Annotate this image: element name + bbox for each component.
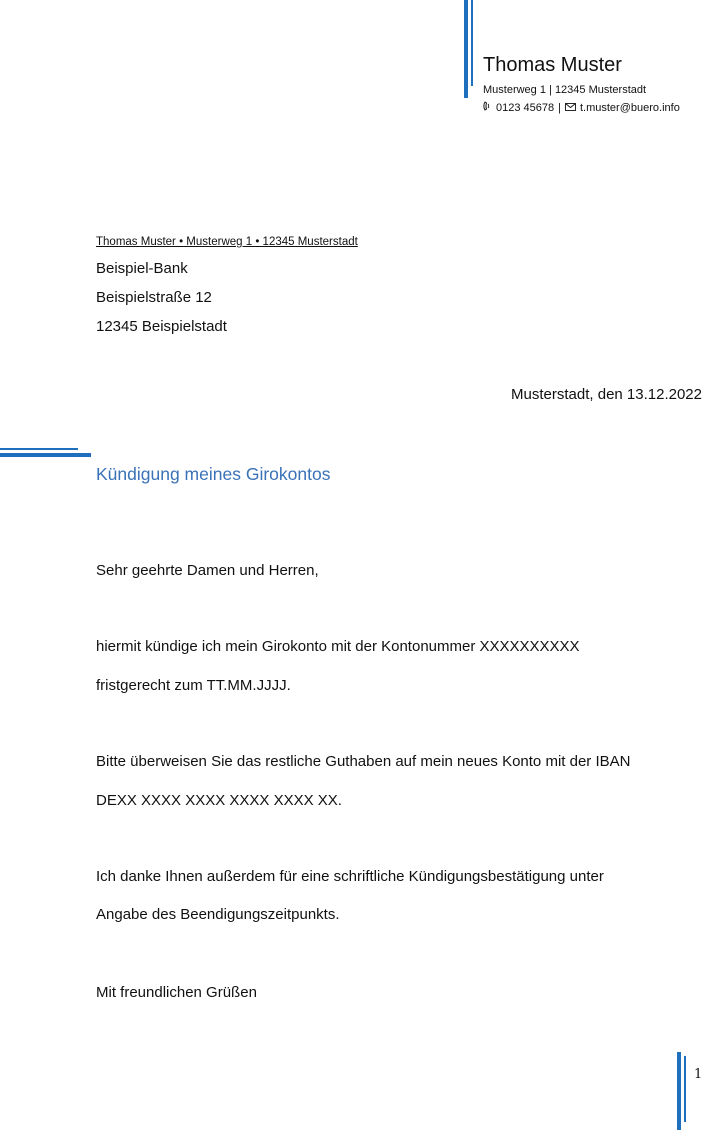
- sender-address: [483, 84, 646, 96]
- page-number: 1: [694, 1067, 703, 1082]
- header-accent-bar-thin: [471, 0, 473, 86]
- sender-email: t.muster@buero.info: [579, 101, 680, 114]
- return-address: Thomas Muster • Musterweg 1 • 12345 Musterstadt: [96, 236, 358, 248]
- footer-accent-bar-thick: [677, 1052, 681, 1130]
- paragraph-2-line-2: DEXX XXXX XXXX XXXX XXXX XX.: [96, 792, 342, 809]
- paragraph-2-line-1: Bitte überweisen Sie das restliche Guthaben auf mein neues Konto mit der IBAN: [96, 753, 631, 770]
- subject-accent-line-long: [0, 453, 91, 457]
- sender-phone: 0123 45678: [496, 101, 555, 114]
- subject-accent-line-short: [0, 448, 78, 450]
- recipient-street: Beispielstraße 12: [96, 289, 212, 306]
- sender-contact: [483, 101, 680, 114]
- closing: Mit freundlichen Grüßen: [96, 984, 257, 1001]
- envelope-icon: [565, 102, 580, 114]
- sender-name: Thomas Muster: [483, 54, 622, 76]
- date-line: Musterstadt, den 13.12.2022: [511, 386, 702, 403]
- paragraph-3-line-2: Angabe des Beendigungszeitpunkts.: [96, 906, 340, 923]
- footer-accent-bar-thin: [684, 1056, 686, 1122]
- paragraph-3-line-1: Ich danke Ihnen außerdem für eine schriftliche Kündigungsbestätigung unter: [96, 868, 604, 885]
- contact-separator: |: [558, 101, 561, 114]
- header-accent-bar-thick: [464, 0, 468, 98]
- recipient-city: 12345 Beispielstadt: [96, 318, 227, 335]
- paragraph-1-line-1: hiermit kündige ich mein Girokonto mit der Kontonummer XXXXXXXXXX: [96, 638, 580, 655]
- paragraph-1-line-2: fristgerecht zum TT.MM.JJJJ.: [96, 677, 291, 694]
- sender-address-text: Musterweg 1 | 12345 Musterstadt: [483, 84, 647, 96]
- subject-line: Kündigung meines Girokontos: [96, 464, 331, 484]
- salutation: Sehr geehrte Damen und Herren,: [96, 562, 319, 579]
- recipient-name: Beispiel-Bank: [96, 260, 188, 277]
- phone-icon: [483, 101, 496, 114]
